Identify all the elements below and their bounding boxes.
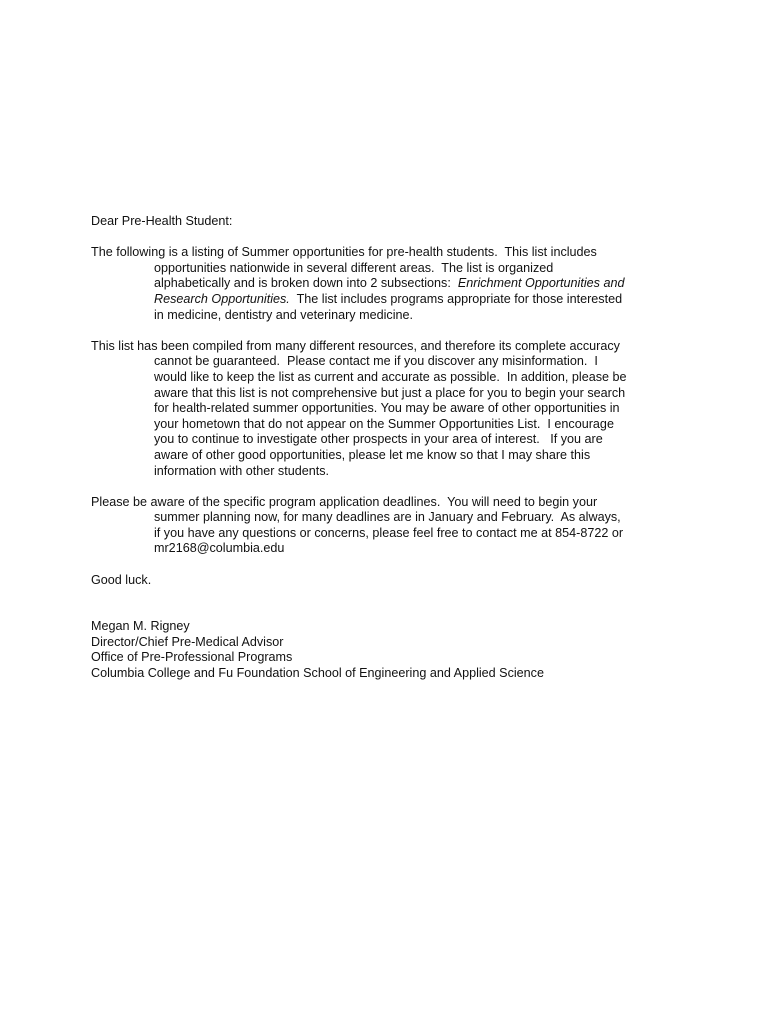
paragraph-line: summer planning now, for many deadlines are in January and February. As always,	[154, 510, 621, 525]
closing-block	[91, 573, 691, 589]
paragraph-intro	[91, 245, 691, 323]
paragraph-line: opportunities nationwide in several different areas. The list is organized	[154, 260, 554, 275]
letter-body	[91, 214, 691, 682]
paragraph-line: in medicine, dentistry and veterinary medicine.	[154, 307, 413, 322]
paragraph-line: The following is a listing of Summer opportunities for pre-health students. This list includes	[91, 245, 597, 260]
paragraph-line	[91, 276, 691, 292]
paragraph-line: if you have any questions or concerns, please feel free to contact me at 854-8722 or	[154, 525, 624, 540]
paragraph-line: your hometown that do not appear on the Summer Opportunities List. I encourage	[154, 416, 614, 431]
paragraph-line: you to continue to investigate other prospects in your area of interest. If you are	[154, 432, 603, 447]
signature-block	[91, 619, 691, 681]
paragraph-line: cannot be guaranteed. Please contact me if you discover any misinformation. I	[154, 354, 598, 369]
paragraph-line: for health-related summer opportunities. You may be aware of other opportunities in	[154, 401, 620, 416]
paragraph-line	[91, 292, 691, 308]
paragraph-line: information with other students.	[154, 463, 330, 478]
salutation: Dear Pre-Health Student:	[91, 214, 233, 228]
signature-name: Megan M. Rigney	[91, 619, 190, 634]
paragraph-line: aware of other good opportunities, please let me know so that I may share this	[154, 447, 591, 462]
paragraph-accuracy	[91, 339, 691, 479]
paragraph-line: would like to keep the list as current and accurate as possible. In addition, please be	[154, 369, 627, 384]
signature-school: Columbia College and Fu Foundation School of Engineering and Applied Science	[91, 666, 544, 681]
salutation-block	[91, 214, 691, 230]
paragraph-line: This list has been compiled from many different resources, and therefore its complete accuracy	[91, 338, 620, 353]
paragraph-deadlines	[91, 495, 691, 557]
paragraph-text: The list includes programs appropriate for those interested	[289, 291, 623, 306]
signature-office: Office of Pre-Professional Programs	[91, 650, 293, 665]
paragraph-line: Please be aware of the specific program application deadlines. You will need to begin your	[91, 494, 598, 509]
paragraph-line: aware that this list is not comprehensive but just a place for you to begin your search	[154, 385, 626, 400]
closing: Good luck.	[91, 572, 152, 587]
contact-email: mr2168@columbia.edu	[154, 541, 285, 556]
signature-title: Director/Chief Pre-Medical Advisor	[91, 634, 284, 649]
paragraph-text: alphabetically and is broken down into 2 subsections:	[154, 276, 458, 291]
subsection-names: Enrichment Opportunities and	[457, 276, 625, 291]
subsection-names: Research Opportunities.	[154, 291, 290, 306]
